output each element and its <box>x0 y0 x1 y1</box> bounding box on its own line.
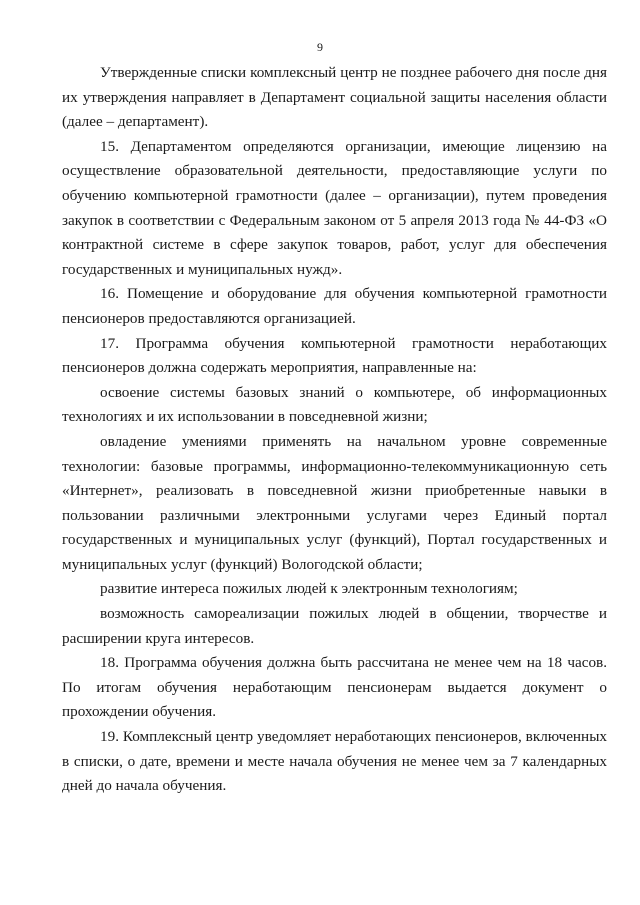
paragraph-17-item-interest: развитие интереса пожилых людей к электронным технологиям; <box>100 580 518 598</box>
paragraph-15-organizations: 15. Департаментом определяются организации, имеющие лицензию на осуществление образовательной деятельности, предоставляющие услуги по обучению компьютерной грамотности (далее – организации), путем проведения закупок в соответствии с Федеральным законом от 5 апреля 2013 года № 44-ФЗ «О контрактной системе в сфере закупок товаров, работ, услуг для обеспечения государственных и муниципальных нужд». <box>62 137 607 278</box>
paragraph-17-item-self-realization: возможность самореализации пожилых людей в общении, творчестве и расширении круга интересов. <box>62 605 607 647</box>
paragraph-17-item-basic-knowledge: освоение системы базовых знаний о компьютере, об информационных технологиях и их использовании в повседневной жизни; <box>62 383 607 426</box>
page-number: 9 <box>317 40 323 54</box>
paragraph-16-premises: 16. Помещение и оборудование для обучения компьютерной грамотности пенсионеров предоставляются организацией. <box>62 285 607 327</box>
paragraph-18-duration: 18. Программа обучения должна быть рассчитана не менее чем на 18 часов. По итогам обучения неработающим пенсионерам выдается документ о прохождении обучения. <box>62 654 607 721</box>
paragraph-approved-lists: Утвержденные списки комплексный центр не позднее рабочего дня после дня их утверждения направляет в Департамент социальной защиты населения области (далее – департамент). <box>62 64 607 131</box>
paragraph-17-program: 17. Программа обучения компьютерной грамотности неработающих пенсионеров должна содержать мероприятия, направленные на: <box>62 334 607 377</box>
paragraph-19-notification: 19. Комплексный центр уведомляет неработающих пенсионеров, включенных в списки, о дате, времени и месте начала обучения не менее чем за 7 календарных дней до начала обучения. <box>62 728 607 795</box>
paragraph-17-item-skills: овладение умениями применять на начальном уровне современные технологии: базовые программы, информационно-телекоммуникационную сеть «Интернет», реализовать в повседневной жизни приобретенные навыки в пользовании различными электронными услугами через Единый портал государственных и муниципальных услуг (функций), Портал государственных и муниципальных услуг (функций) Вологодской области; <box>62 432 607 573</box>
document-body <box>62 61 607 799</box>
